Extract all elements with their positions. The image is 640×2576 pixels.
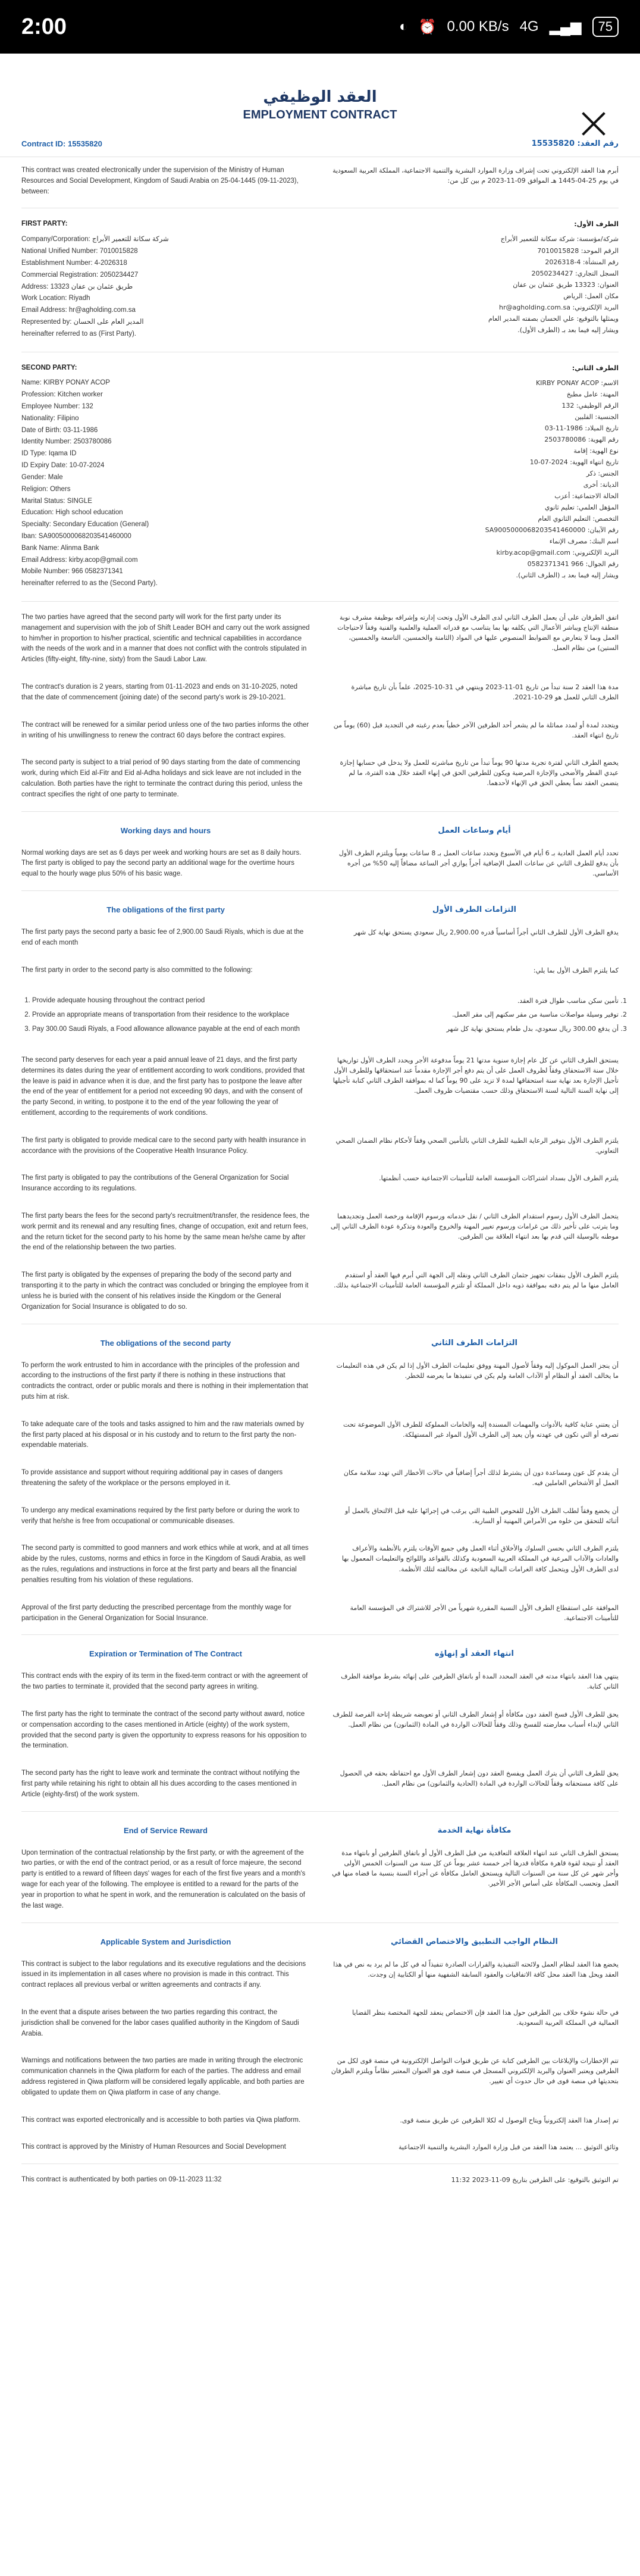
- notification-icon: ◐: [399, 18, 408, 35]
- section-paragraph-en: This contract is approved by the Ministry of Human Resources and Social Development: [21, 2143, 286, 2151]
- section-paragraph-ar: يحق للطرف الأول فسخ العقد دون مكافأة أو إشعار الطرف الثاني أو تعويضه شريطة إتاحة الفرصة للطرف الثاني لإبداء أسباب معارضته للفسخ وذلك وفقاً للحالات الواردة في المادة (الثمانون) من نظام العمل.: [332, 1710, 619, 1728]
- divider: [21, 1634, 619, 1635]
- status-icons: [399, 17, 619, 37]
- section-paragraph-ar: يحق للطرف الثاني أن يترك العمل ويفسخ العقد دون إشعار الطرف الأول مع احتفاظه بحقه في الحصول على كافة مستحقاته وفقاً للحالات الواردة في المادة (الحادية والثمانون) من نظام العمل.: [340, 1770, 619, 1788]
- section-paragraph-row: [0, 2107, 640, 2134]
- section-paragraph-ar: أن يخضع وفقاً لطلب الطرف الأول للفحوص الطبية التي يرغب في إجرائها عليه قبل الالتحاق بالعمل أو أثنائه للتحقق من خلوه من الأمراض المهنية أو السارية.: [344, 1506, 619, 1525]
- first-party-line: Represented by: المدير العام على الحسان: [21, 318, 144, 326]
- second-party-line: Gender: Male: [21, 473, 63, 481]
- second-party-heading: SECOND PARTY:: [21, 364, 77, 371]
- battery-icon: 75: [592, 17, 619, 37]
- second-party-line: Employee Number: 132: [21, 403, 93, 410]
- section-title-en: Working days and hours: [120, 826, 211, 835]
- section-paragraph-en: This contract is subject to the labor regulations and its executive regulations and the decisions issued in its implementation in all cases where no provision is made in this contract. This contract replaces all previous verbal or written agreements and contracts if any.: [21, 1960, 306, 1989]
- section-paragraph-ar: أن يقدم كل عون ومساعدة دون أن يشترط لذلك أجراً إضافياً في حالات الأخطار التي تهدد سلامة مكان العمل أو الأشخاص العاملين فيه.: [343, 1469, 619, 1487]
- section-title-en: The obligations of the second party: [100, 1338, 231, 1348]
- section-title-en: End of Service Reward: [124, 1825, 208, 1835]
- clause-en: The contract's duration is 2 years, starting from 01-11-2023 and ends on 31-10-2025, noted that the date of commencement (joining date) of the second party's work is 29-10-2021.: [21, 683, 298, 701]
- footer-ar: تم التوثيق بالتوقيع: على الطرفين بتاريخ 09-11-2023 11:32: [451, 2176, 619, 2184]
- first-party-line: Email Address: hr@agholding.com.sa: [21, 307, 136, 314]
- section-paragraph-row: [0, 1459, 640, 1498]
- section-title-ar: التزامات الطرف الأول: [432, 905, 516, 914]
- first-party-line: Establishment Number: 4-2026318: [21, 259, 127, 267]
- section-paragraph-row: [0, 1262, 640, 1321]
- contract-id-ar: رقم العقد: 15535820: [531, 139, 619, 148]
- second-party-line: Email Address: kirby.acop@gmail.com: [21, 556, 138, 564]
- second-party-line: Religion: Others: [21, 485, 71, 493]
- clause-ar: اتفق الطرفان على أن يعمل الطرف الثاني لدى الطرف الأول وتحت إدارته وإشرافه بوظيفة مشرف نوبة منطقة الإنتاج ويباشر الأعمال التي يكلفه بها بما يتناسب مع قدراته العملية والعلمية والفنية وفقاً لاحتياجات العمل وبما لا يتعارض مع الضوابط المنصوص عليها في المواد (الثامنة والخمسين، التاسعة والخمسين، الستين) من نظام العمل.: [337, 614, 619, 652]
- obligation-item-ar: 2. توفير وسيلة مواصلات مناسبة من مقر سكنهم إلى مقر العمل.: [341, 1009, 619, 1020]
- section-paragraph-en: The first party pays the second party a basic fee of 2,900.00 Saudi Riyals, which is due at the end of each month: [21, 929, 304, 946]
- section-paragraph-row: [0, 919, 640, 957]
- clause-en: The contract will be renewed for a similar period unless one of the two parties informs the other in writing of his unwillingness to renew the contract 60 days before the contract expires.: [21, 721, 309, 739]
- clause-ar: ويتجدد لمدة أو لمدد مماثلة ما لم يشعر أحد الطرفين الآخر خطياً بعدم رغبته في التجديد قبل (60) يوماً من تاريخ انتهاء العقد.: [333, 721, 619, 739]
- status-bar: [0, 0, 640, 54]
- second-party-line: Date of Birth: 03-11-1986: [21, 426, 98, 434]
- section-paragraph-en: The second party deserves for each year a paid annual leave of 21 days, and the first party determines its dates during the year of entitlement according to work conditions, provided that the leave is paid in advance when it is due, and the first party has to postpone the leave after the end of the year of entitlement for a period not exceeding 90 days, and with the consent of the party Second, in writing, to postpone it to the end of the year following the year of entitlement, according to the requirements of work conditions.: [21, 1056, 305, 1117]
- section-paragraph-ar: ينتهي هذا العقد بانتهاء مدته في العقد المحدد المدة أو باتفاق الطرفين على إنهائه بشرط موافقة الطرف الثاني كتابة.: [341, 1672, 619, 1691]
- first-party-line-ar: الرقم الموحد: 7010015828: [537, 246, 619, 255]
- first-party-line-ar: شركة/مؤسسة: شركة سكانة للتعمير الأبراج: [500, 235, 619, 243]
- first-party-details-en: [21, 235, 310, 339]
- obligation-list-ar: [330, 992, 619, 1038]
- second-party-line: Name: KIRBY PONAY ACOP: [21, 379, 110, 387]
- section-paragraph-ar: في حالة نشوء خلاف بين الطرفين حول هذا العقد فإن الاختصاص ينعقد للجهة المختصة بنظر القضايا العمالية في المملكة العربية السعودية.: [352, 2008, 619, 2027]
- second-party-line-ar: البريد الإلكتروني: kirby.acop@gmail.com: [496, 549, 619, 557]
- section-paragraph-row: [0, 1663, 640, 1701]
- section-paragraph-row: [0, 1127, 640, 1165]
- section-paragraph-row: [0, 1595, 640, 1633]
- section-title-ar: النظام الواجب التطبيق والاختصاص القضائي: [390, 1937, 559, 1946]
- second-party-line: Marital Status: SINGLE: [21, 497, 92, 505]
- section-paragraph-en: To undergo any medical examinations required by the first party before or during the work to verify that he/she is free from occupational or communicable diseases.: [21, 1506, 300, 1525]
- title-english: EMPLOYMENT CONTRACT: [243, 108, 397, 121]
- first-party-row: [0, 211, 640, 349]
- first-party-line-ar: العنوان: 13323 طريق عثمان بن عفان: [513, 280, 619, 289]
- clause-row: [0, 749, 640, 808]
- obligation-list-en: [21, 992, 310, 1038]
- section-paragraph-ar: يستحق الطرف الثاني عند انتهاء العلاقة التعاقدية من قبل الطرف الأول أو باتفاق الطرفين أو بانتهاء مدة العقد أو نتيجة لقوة قاهرة مكافأة قدرها أجر خمسة عشر يوماً عن كل سنة من السنوات الخمس الأولى وأجر شهر عن كل سنة من السنوات التالية ويستحق العامل مكافأة عن أجزاء السنة بنسبة ما قضاه منها في العمل وتحسب المكافأة على أساس الأجر الأخير.: [332, 1849, 619, 1887]
- first-party-line: National Unified Number: 7010015828: [21, 248, 138, 255]
- first-party-line-ar: ويمثلها بالتوقيع: علي الحسان بصفته المدير العام: [488, 314, 619, 323]
- divider: [21, 601, 619, 602]
- section-paragraph-row: [0, 957, 640, 984]
- second-party-row: [0, 355, 640, 599]
- section-title: [0, 1925, 640, 1951]
- contract-number-row: [0, 131, 640, 157]
- section-paragraph-row: [0, 1498, 640, 1536]
- network-type: 4G: [519, 18, 539, 35]
- contract-id-en: Contract ID: 15535820: [21, 139, 102, 148]
- divider: [21, 890, 619, 891]
- second-party-line: Mobile Number: 966 0582371341: [21, 568, 123, 576]
- section-paragraph-row: [0, 1411, 640, 1459]
- section-paragraph-row: [0, 840, 640, 888]
- section-title: [0, 893, 640, 919]
- section-paragraph-en: In the event that a dispute arises between the two parties regarding this contract, the jurisdiction shall be convened for the labor cases qualified authority in the Kingdom of Saudi Arabia.: [21, 2008, 299, 2037]
- divider: [21, 811, 619, 812]
- section-paragraph-en: To provide assistance and support without requiring additional pay in cases of dangers threatening the safety of the workplace or the persons employed in it.: [21, 1469, 283, 1487]
- section-title-en: The obligations of the first party: [106, 905, 225, 914]
- section-paragraph-ar: تحدد أيام العمل العادية بـ 6 أيام في الأسبوع وتحدد ساعات العمل بـ 8 ساعات يومياً ويلتزم الطرف الأول بأن يدفع للطرف الثاني عن ساعات العمل الإضافية أجراً يوازي أجر الساعة مضافاً إليه 50% من أجره الأساسي.: [338, 849, 619, 877]
- clause-en: The two parties have agreed that the second party will work for the first party under its management and supervision with the job of Shift Leader BOH and carry out the work assigned to him/her in proportion to his/her practical, scientific and technical capabilities in accordance with the needs of the work and in a manner that does not conflict with the controls stipulated in Articles (fifty-eight, fifty-nine, sixty) from the Saudi Labor Law.: [21, 614, 310, 664]
- first-party-line-ar: مكان العمل: الرياض: [563, 292, 619, 300]
- first-party-ar: [330, 219, 619, 340]
- section-paragraph-en: The first party is obligated to pay the contributions of the General Organization for Social Insurance according to its regulations.: [21, 1174, 289, 1193]
- section-paragraph-en: To take adequate care of the tools and tasks assigned to him and the raw materials owned by the first party placed at his disposal or in his custody and to return to the first party the non-expendable materials.: [21, 1420, 304, 1449]
- second-party-line-ar: التخصص: التعليم الثانوي العام: [538, 515, 619, 523]
- section-paragraph-en: Approval of the first party deducting the prescribed percentage from the monthly wage for participation in the General Organization for Social Insurance.: [21, 1603, 291, 1622]
- intro-row: [0, 157, 640, 205]
- second-party-line-ar: تاريخ الميلاد: 1986-11-03: [544, 424, 619, 432]
- second-party-line-ar: الحالة الاجتماعية: أعزب: [554, 492, 619, 501]
- second-party-line-ar: نوع الهوية: إقامة: [573, 446, 619, 455]
- obligation-item: 2. Provide an appropriate means of transportation from their residence to the workplace: [32, 1010, 310, 1021]
- section-paragraph-en: The second party is committed to good manners and work ethics while at work, and at all times abide by the rules, customs, norms and ethics in force in the Kingdom of Saudi Arabia, as well as the rules, regulations and instructions in force at the first party and bears all the financial penalties resulting from his violation of these regulations.: [21, 1545, 309, 1584]
- section-paragraph-row: [0, 1760, 640, 1808]
- first-party-line-ar: السجل التجاري: 2050234427: [531, 269, 619, 277]
- divider: [21, 1922, 619, 1923]
- close-icon[interactable]: [581, 111, 607, 137]
- section-paragraph-en: This contract was exported electronically and is accessible to both parties via Qiwa platform.: [21, 2116, 301, 2124]
- section-title: [0, 1327, 640, 1352]
- second-party-line: Identity Number: 2503780086: [21, 438, 112, 446]
- clause-row: [0, 674, 640, 712]
- title-arabic: العقد الوظيفي: [263, 88, 377, 106]
- section-paragraph-ar: يدفع الطرف الأول للطرف الثاني أجراً أساسياً قدره 2,900.00 ريال سعودي يستحق نهاية كل شهر: [353, 929, 619, 936]
- second-party-ar: [330, 363, 619, 590]
- section-title-en: Applicable System and Jurisdiction: [100, 1937, 231, 1946]
- general-clauses: [0, 604, 640, 809]
- network-speed: 0.00 KB/s: [447, 18, 509, 35]
- first-party-line: Company/Corporation: شركة سكانة للتعمير الأبراج: [21, 236, 169, 243]
- second-party-line-ar: اسم البنك: مصرف الإنماء: [549, 537, 619, 546]
- section-paragraph-en: The first party is obligated by the expenses of preparing the body of the second party and transporting it to the party in which the contract was concluded or bringing the employee from it unless he is buried with the consent of his relatives inside the Kingdom or the General Organization for Social Insurance is obligated to do so.: [21, 1271, 309, 1311]
- section-paragraph-row: [0, 1203, 640, 1262]
- first-party-line-ar: البريد الإلكتروني: hr@agholding.com.sa: [499, 303, 619, 311]
- section-paragraph-en: The first party is obligated to provide medical care to the second party with health insurance in accordance with the provisions of the Cooperative Health Insurance Policy.: [21, 1136, 306, 1155]
- section-paragraph-ar: يستحق الطرف الثاني عن كل عام إجازة سنوية مدتها 21 يوماً مدفوعة الأجر ويحدد الطرف الأول تواريخها خلال سنة الاستحقاق وفقاً لظروف العمل على أن يتم دفع أجر الإجازة مقدماً عند استحقاقها وللطرف الأول تأجيل الإجازة بعد نهاية سنة استحقاقها لمدة لا تزيد على 90 يوماً كما له بموافقة الطرف الثاني كتابة تأجيلها إلى نهاية السنة التالية لسنة الاستحقاق وذلك حسب مقتضيات ظروف العمل.: [332, 1056, 619, 1095]
- section-paragraph-en: Upon termination of the contractual relationship by the first party, or with the agreement of the two parties, or with the end of the contract period, or as a result of force majeure, the second party is entitled to a reward of fifteen days' wages for each of the first five years and a month's wage for each year of the following. The employee is entitled to a reward for the parts of the year in proportion to what he spent in work, and the remuneration is calculated on the basis of the last wage.: [21, 1849, 306, 1909]
- obligation-item-ar: 3. أن يدفع 300.00 ريال سعودي، بدل طعام يستحق نهاية كل شهر: [341, 1024, 619, 1034]
- intro-en: This contract was created electronically under the supervision of the Ministry of Human Resources and Social Development, Kingdom of Saudi Arabia on 25-04-1445 (09-11-2023), between:: [21, 167, 299, 195]
- contract-sections: [0, 811, 640, 2162]
- second-party-line-ar: الديانة: أخرى: [583, 481, 619, 489]
- obligation-item: 1. Provide adequate housing throughout the contract period: [32, 996, 310, 1006]
- clause-ar: يخضع الطرف الثاني لفترة تجربة مدتها 90 يوماً تبدأ من تاريخ مباشرته للعمل ولا يدخل في حسابها إجازة عيدي الفطر والأضحى والإجازة المرضية ويكون للطرفين الحق في إنهاء العقد خلال هذه الفترة، ما لم يتضمن العقد نصاً يعطي الحق في الإنهاء لأحدهما.: [340, 759, 619, 787]
- second-party-line-ar: ويشار إليه فيما بعد بـ (الطرف الثاني).: [516, 571, 619, 580]
- section-paragraph-ar: يلتزم الطرف الثاني بحسن السلوك والأخلاق أثناء العمل وفي جميع الأوقات يلتزم بالأنظمة والأعراف والعادات والآداب المرعية في المملكة العربية السعودية وكذلك بالقواعد واللوائح والتعليمات المعمول بها لدى الطرف الأول ويتحمل كافة الغرامات المالية الناتجة عن مخالفته لتلك الأنظمة.: [341, 1545, 619, 1573]
- status-time: 2:00: [21, 14, 67, 39]
- divider: [21, 1811, 619, 1812]
- second-party-line-ar: الاسم: KIRBY PONAY ACOP: [535, 379, 619, 387]
- first-party-line: Commercial Registration: 2050234427: [21, 271, 139, 279]
- section-title-en: Expiration or Termination of The Contract: [89, 1649, 242, 1659]
- second-party-line: Education: High school education: [21, 509, 123, 517]
- first-party-heading-ar: الطرف الأول:: [574, 220, 619, 229]
- clause-row: [0, 604, 640, 674]
- section-paragraph-ar: يخضع هذا العقد لنظام العمل ولائحته التنفيذية والقرارات الصادرة تنفيذاً له في كل ما لم يرد به نص في هذا العقد ويحل هذا العقد محل كافة الاتفاقيات والعقود السابقة الشفهية منها أو الكتابية إن وجدت.: [333, 1960, 619, 1978]
- obligation-item: 3. Pay 300.00 Saudi Riyals, a Food allowance allowance payable at the end of each month: [32, 1024, 310, 1035]
- section-paragraph-en: The first party has the right to terminate the contract of the second party without award, notice or compensation according to the cases mentioned in Article (eighty) of the work system, provided that the second party is given the opportunity to express reasons for his opposition to the termination.: [21, 1710, 307, 1750]
- section-paragraph-ar: تتم الإخطارات والإبلاغات بين الطرفين كتابة عن طريق قنوات التواصل الإلكترونية في منصة قوى لكل من الطرفين ويعتبر العنوان والبريد الإلكتروني المسجل في منصة قوى هو العنوان المعتبر نظاماً ويلتزم الطرفان بتحديثها في منصة قوى في حال حدوث أي تغيير.: [331, 2057, 619, 2086]
- second-party-line-ar: المهنة: عامل مطبخ: [566, 390, 619, 398]
- footer-en: This contract is authenticated by both parties on 09-11-2023 11:32: [21, 2176, 222, 2184]
- section-title-ar: انتهاء العقد أو إنهاؤه: [435, 1649, 514, 1659]
- obligation-list-row: [0, 984, 640, 1046]
- first-party-details-ar: [330, 234, 619, 334]
- second-party-line: ID Type: Iqama ID: [21, 450, 77, 458]
- second-party-line-ar: الرقم الوظيفي: 132: [561, 401, 619, 409]
- second-party-line: Bank Name: Alinma Bank: [21, 544, 99, 552]
- section-title-ar: التزامات الطرف الثاني: [431, 1338, 517, 1348]
- section-paragraph-ar: يلتزم الطرف الأول بسداد اشتراكات المؤسسة العامة للتأمينات الاجتماعية حسب أنظمتها.: [379, 1174, 619, 1183]
- clause-row: [0, 712, 640, 750]
- section-paragraph-en: Warnings and notifications between the two parties are made in writing through the electronic communication channels in the Qiwa platform for each of the parties. The address and email address registered in Qiwa platform will be considered legally applicable, and both parties are obligated to update them on Qiwa platform in case of any change.: [21, 2057, 305, 2096]
- alarm-icon: ⏰: [418, 18, 437, 35]
- section-paragraph-en: To perform the work entrusted to him in accordance with the principles of the profession and according to the instructions of the first party if there is nothing in these instructions that contradicts the contract, order or public morals and there is nothing in their implementation that puts him at risk.: [21, 1361, 308, 1400]
- second-party-line: hereinafter referred to as the (Second Party).: [21, 580, 158, 587]
- first-party-heading: FIRST PARTY:: [21, 220, 68, 228]
- section-paragraph-ar: يلتزم الطرف الأول بتوفير الرعاية الطبية للطرف الثاني بالتأمين الصحي وفقاً لأحكام نظام الضمان الصحي التعاوني.: [335, 1136, 619, 1155]
- first-party-line: Work Location: Riyadh: [21, 295, 90, 302]
- first-party-en: [21, 219, 310, 340]
- section-paragraph-row: [0, 1535, 640, 1594]
- second-party-line: ID Expiry Date: 10-07-2024: [21, 462, 105, 470]
- first-party-line-ar: ويشار إليه فيما بعد بـ (الطرف الأول).: [517, 326, 619, 334]
- section-title-ar: مكافأة نهاية الخدمة: [437, 1825, 512, 1835]
- document-header: [0, 54, 640, 131]
- first-party-line: Address: 13323 طريق عثمان بن عفان: [21, 283, 133, 290]
- second-party-heading-ar: الطرف الثاني:: [572, 364, 619, 372]
- section-paragraph-row: [0, 1999, 640, 2047]
- section-title: [0, 1814, 640, 1840]
- second-party-line: Specialty: Secondary Education (General): [21, 521, 149, 529]
- section-paragraph-en: Normal working days are set as 6 days per week and working hours are set as 8 daily hours. The first party is obliged to pay the second party an additional wage for the overtime hours equal to the hourly wage plus 50% of his basic wage.: [21, 849, 302, 878]
- obligation-item-ar: 1. تأمين سكن مناسب طوال فترة العقد.: [341, 996, 619, 1006]
- section-paragraph-row: [0, 1047, 640, 1127]
- section-paragraph-ar: أن ينجز العمل الموكول إليه وفقاً لأصول المهنة ووفق تعليمات الطرف الأول إذا لم يكن في هذه التعليمات ما يخالف العقد أو النظام أو الآداب العامة ولم يكن في تنفيذها ما يعرضه للخطر.: [336, 1361, 619, 1380]
- second-party-line-ar: المؤهل العلمي: تعليم ثانوي: [544, 504, 619, 512]
- section-paragraph-ar: يلتزم الطرف الأول بنفقات تجهيز جثمان الطرف الثاني ونقله إلى الجهة التي أبرم فيها العقد أو استقدم العامل منها ما لم يتم دفنه بموافقة ذويه داخل المملكة أو تلتزم المؤسسة العامة للتأمينات الاجتماعية بذلك.: [333, 1271, 619, 1290]
- signal-icon: ▂▄▆: [549, 18, 582, 35]
- second-party-line-ar: رقم الجوال: 966 0582371341: [527, 560, 619, 568]
- second-party-line-ar: الجنس: ذكر: [586, 469, 619, 477]
- section-paragraph-en: The first party bears the fees for the second party's recruitment/transfer, the residence fees, the work permit and its renewal and any resulting fines, change of occupation, exit and return fees, and the return ticket for the second party to his home by the same mean he/she came by after the end of the relationship between the two parties.: [21, 1212, 310, 1252]
- second-party-details-ar: [330, 378, 619, 581]
- section-paragraph-row: [0, 1165, 640, 1203]
- section-paragraph-row: [0, 2047, 640, 2106]
- section-paragraph-ar: يتحمل الطرف الأول رسوم استقدام الطرف الثاني / نقل خدماته ورسوم الإقامة ورخصة العمل وتجديدهما وما يترتب على تأخير ذلك من غرامات ورسوم تغيير المهنة والخروج والعودة وتذكرة عودة الطرف الثاني إلى موطنه بالوسيلة التي قدم بها بعد انتهاء العلاقة بين الطرفين.: [330, 1212, 619, 1241]
- second-party-en: [21, 363, 310, 590]
- section-paragraph-ar: كما يلتزم الطرف الأول بما يلي:: [533, 966, 619, 974]
- section-paragraph-ar: أن يعتني عناية كافية بالأدوات والمهمات المسندة إليه والخامات المملوكة للطرف الأول الموضوعة تحت تصرفه أو التي تكون في عهدته وأن يعيد إلى الطرف الأول المواد غير المستهلكة.: [343, 1420, 619, 1439]
- intro-ar: أبرم هذا العقد الإلكتروني تحت إشراف وزارة الموارد البشرية والتنمية الاجتماعية، المملكة العربية السعودية في يوم 25-04-1445 هـ الموافق 09-11-2023 م بين كل من:: [332, 167, 619, 185]
- section-paragraph-row: [0, 1840, 640, 1920]
- second-party-line-ar: رقم الآيبان: SA9005000068203541460000: [485, 526, 619, 534]
- section-paragraph-ar: الموافقة على استقطاع الطرف الأول النسبة المقررة شهرياً من الأجر للاشتراك في المؤسسة العامة للتأمينات الاجتماعية.: [350, 1603, 619, 1622]
- second-party-line-ar: تاريخ انتهاء الهوية: 2024-07-10: [529, 458, 619, 466]
- section-paragraph-en: This contract ends with the expiry of its term in the fixed-term contract or with the agreement of the two parties to terminate it, provided that the second party agrees in writing.: [21, 1672, 308, 1691]
- section-paragraph-ar: وثائق التوثيق ... يعتمد هذا العقد من قبل وزارة الموارد البشرية والتنمية الاجتماعية: [399, 2143, 619, 2152]
- clause-ar: مدة هذا العقد 2 سنة تبدأ من تاريخ 01-11-2023 وينتهي في 31-10-2025، علماً بأن تاريخ مباشرة الطرف الثاني للعمل هو 29-10-2021.: [351, 683, 619, 702]
- section-paragraph-row: [0, 2134, 640, 2161]
- section-title: [0, 1637, 640, 1663]
- section-title: [0, 814, 640, 840]
- section-paragraph-row: [0, 1701, 640, 1760]
- second-party-line: Profession: Kitchen worker: [21, 391, 103, 399]
- section-title-ar: أيام وساعات العمل: [438, 826, 511, 835]
- section-paragraph-en: The first party in order to the second party is also committed to the following:: [21, 966, 253, 974]
- first-party-line-ar: رقم المنشأة: 4-2026318: [545, 258, 619, 266]
- second-party-details-en: [21, 378, 310, 589]
- section-paragraph-ar: تم إصدار هذا العقد إلكترونياً ويتاح الوصول له لكلا الطرفين عن طريق منصة قوى.: [400, 2116, 619, 2124]
- section-paragraph-en: The second party has the right to leave work and terminate the contract without notifying the first party while retaining his right to obtain all his dues according to the cases mentioned in Article (eighty-first) of the work system.: [21, 1770, 300, 1798]
- footer-row: [0, 2167, 640, 2194]
- clause-en: The second party is subject to a trial period of 90 days starting from the date of commencing work, during which Eid al-Fitr and Eid al-Adha holidays and sick leave are not included in the calculation. Both parties have the right to terminate the contract during this period, unless the contract specifies the right of one party to terminate.: [21, 759, 303, 798]
- section-paragraph-row: [0, 1951, 640, 1999]
- first-party-line: hereinafter referred to as (First Party).: [21, 330, 137, 337]
- second-party-line: Iban: SA9005000068203541460000: [21, 532, 131, 540]
- second-party-line-ar: الجنسية: الفلبين: [575, 412, 619, 421]
- second-party-line: Nationality: Filipino: [21, 414, 79, 422]
- section-paragraph-row: [0, 1352, 640, 1411]
- second-party-line-ar: رقم الهوية: 2503780086: [544, 435, 619, 443]
